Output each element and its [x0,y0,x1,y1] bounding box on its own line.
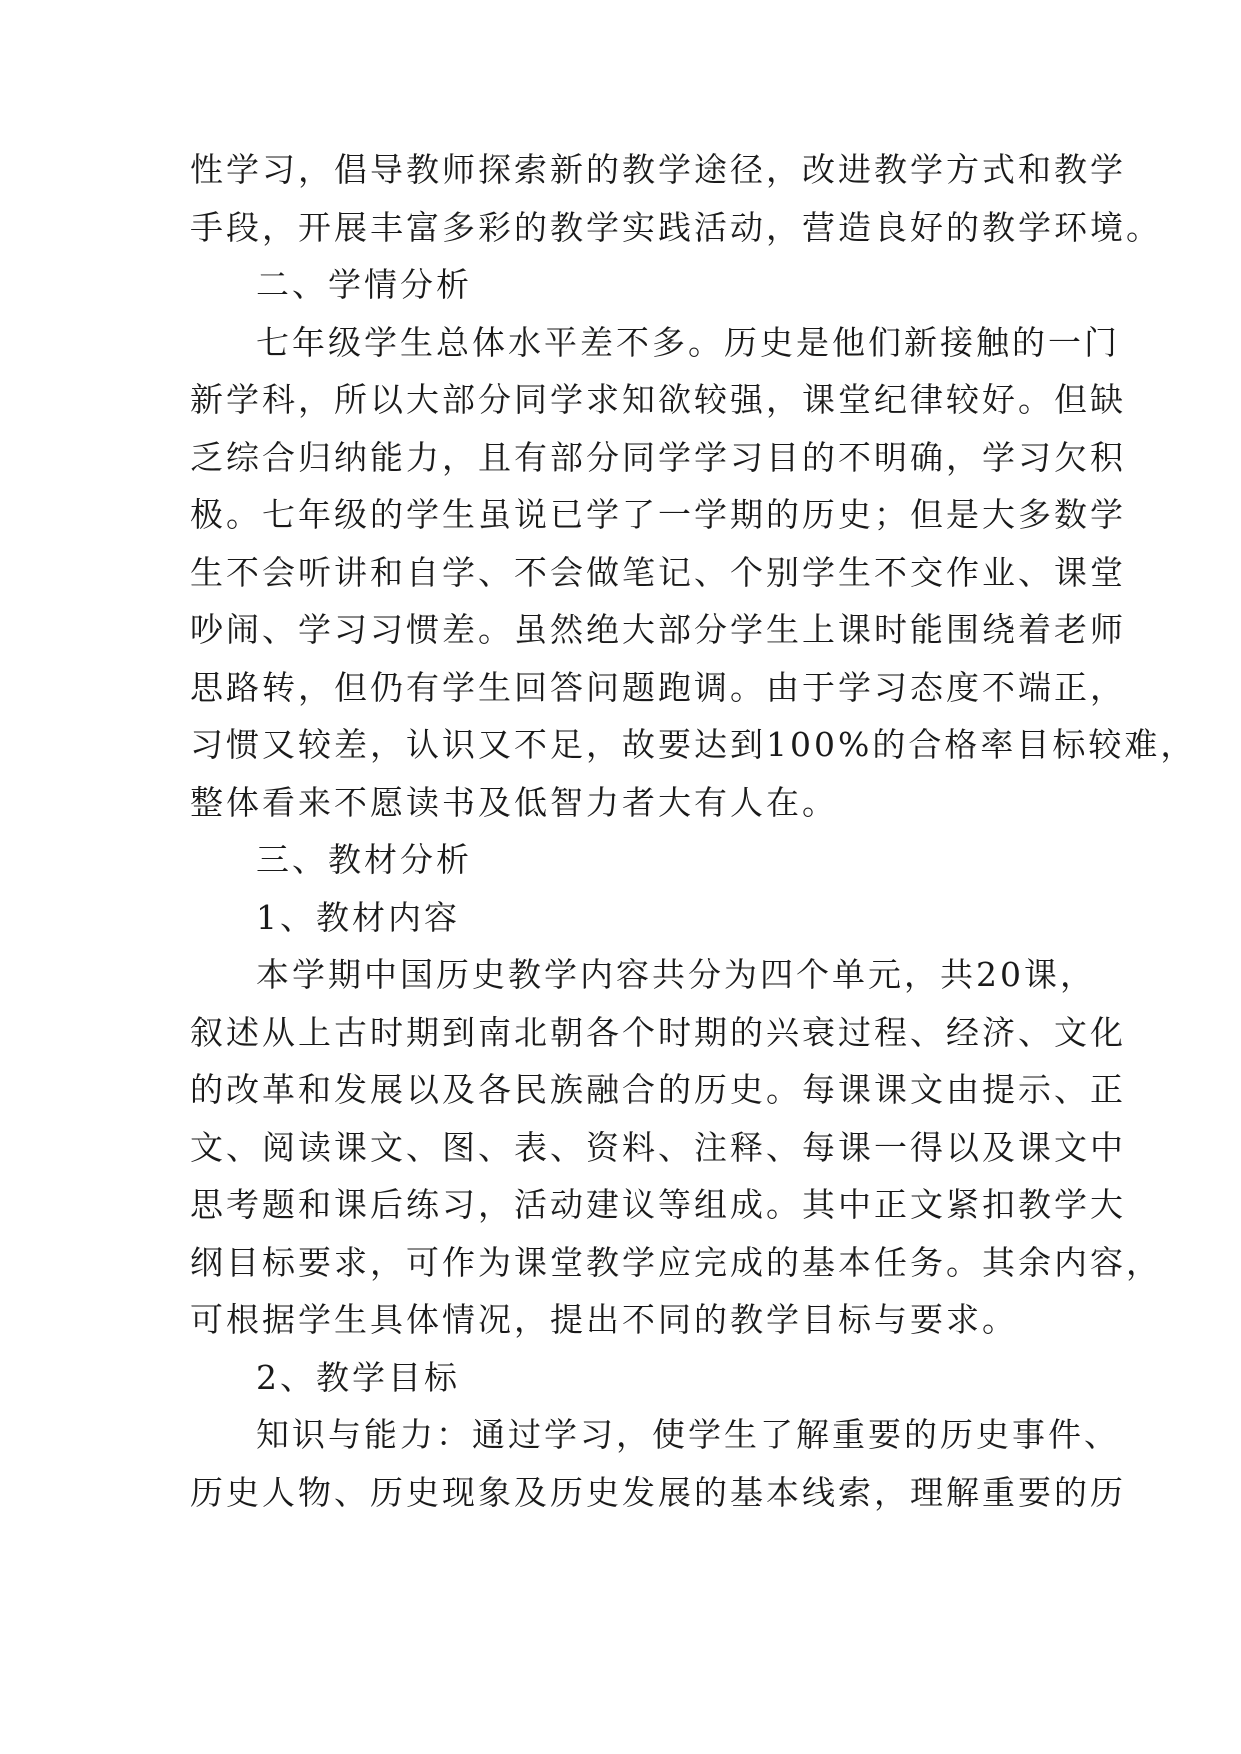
paragraph-line: 思路转，但仍有学生回答问题跑调。由于学习态度不端正， [190,668,1126,707]
paragraph-line: 纲目标要求，可作为课堂教学应完成的基本任务。其余内容， [190,1243,1162,1282]
paragraph-line: 七年级学生总体水平差不多。历史是他们新接触的一门 [256,323,1120,362]
section-heading: 三、教材分析 [256,840,472,879]
paragraph-line: 叙述从上古时期到南北朝各个时期的兴衰过程、经济、文化 [190,1013,1126,1052]
paragraph-line: 极。七年级的学生虽说已学了一学期的历史；但是大多数学 [190,495,1126,534]
paragraph-line: 性学习，倡导教师探索新的教学途径，改进教学方式和教学 [190,150,1126,189]
paragraph-line: 的改革和发展以及各民族融合的历史。每课课文由提示、正 [190,1070,1126,1109]
subsection-heading: 1、教材内容 [256,898,460,937]
paragraph-line: 知识与能力：通过学习，使学生了解重要的历史事件、 [256,1415,1120,1454]
paragraph-line: 生不会听讲和自学、不会做笔记、个别学生不交作业、课堂 [190,553,1126,592]
paragraph-line: 乏综合归纳能力，且有部分同学学习目的不明确，学习欠积 [190,438,1126,477]
paragraph-line: 可根据学生具体情况，提出不同的教学目标与要求。 [190,1300,1018,1339]
section-heading: 二、学情分析 [256,265,472,304]
paragraph-line: 本学期中国历史教学内容共分为四个单元，共20课， [256,955,1096,994]
subsection-heading: 2、教学目标 [256,1358,460,1397]
paragraph-line: 文、阅读课文、图、表、资料、注释、每课一得以及课文中 [190,1128,1126,1167]
paragraph-line: 习惯又较差，认识又不足，故要达到100%的合格率目标较难， [190,725,1197,764]
paragraph-line: 思考题和课后练习，活动建议等组成。其中正文紧扣教学大 [190,1185,1126,1224]
paragraph-line: 手段，开展丰富多彩的教学实践活动，营造良好的教学环境。 [190,208,1162,247]
paragraph-line: 历史人物、历史现象及历史发展的基本线索，理解重要的历 [190,1473,1126,1512]
paragraph-line: 整体看来不愿读书及低智力者大有人在。 [190,783,838,822]
paragraph-line: 吵闹、学习习惯差。虽然绝大部分学生上课时能围绕着老师 [190,610,1126,649]
paragraph-line: 新学科，所以大部分同学求知欲较强，课堂纪律较好。但缺 [190,380,1126,419]
